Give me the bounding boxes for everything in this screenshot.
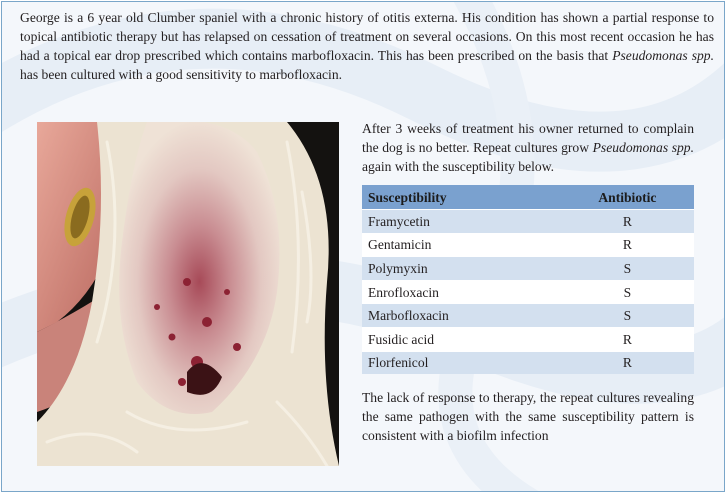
drug-name: Framycetin <box>362 210 561 234</box>
followup-column <box>362 119 694 445</box>
susceptibility-result: R <box>561 210 694 234</box>
drug-name: Enrofloxacin <box>362 280 561 304</box>
table-row <box>362 280 694 304</box>
susceptibility-result: S <box>561 304 694 328</box>
susceptibility-result: R <box>561 233 694 257</box>
conclusion-paragraph: The lack of response to therapy, the repeat cultures revealing the same pathogen with the same susceptibility pattern is consistent with a biofilm infection <box>362 390 694 444</box>
table-row <box>362 304 694 328</box>
drug-name: Florfenicol <box>362 351 561 374</box>
case-introduction: George is a 6 year old Clumber spaniel with a chronic history of otitis externa. His condition has shown a partial response to topical antibiotic therapy but has relapsed on cessation of treatment on several occasions. On this most recent occasion he has had a topical ear drop prescribed which contains marbofloxacin. This has been prescribed on the basis that Pseudomonas spp. has been cultured with a good sensitivity to marbofloxacin. <box>20 10 714 82</box>
table-row <box>362 210 694 234</box>
susceptibility-result: S <box>561 280 694 304</box>
table-row <box>362 257 694 281</box>
organism-name: Pseudomonas spp. <box>612 48 714 63</box>
susceptibility-table <box>362 185 694 374</box>
susceptibility-result: R <box>561 351 694 374</box>
header-antibiotic: Antibiotic <box>561 185 694 210</box>
susceptibility-result: S <box>561 257 694 281</box>
followup-paragraph: After 3 weeks of treatment his owner returned to complain the dog is no better. Repeat cultures grow Pseudomonas spp. again with the susceptibility below. <box>362 121 694 174</box>
case-panel <box>1 1 725 492</box>
organism-name: Pseudomonas spp. <box>592 140 694 155</box>
table-row <box>362 327 694 351</box>
table-row <box>362 351 694 374</box>
table-header-row <box>362 185 694 210</box>
ear-pinna-photo <box>37 122 339 466</box>
header-susceptibility: Susceptibility <box>362 185 561 210</box>
susceptibility-result: R <box>561 327 694 351</box>
drug-name: Polymyxin <box>362 257 561 281</box>
table-row <box>362 233 694 257</box>
drug-name: Fusidic acid <box>362 327 561 351</box>
drug-name: Gentamicin <box>362 233 561 257</box>
drug-name: Marbofloxacin <box>362 304 561 328</box>
